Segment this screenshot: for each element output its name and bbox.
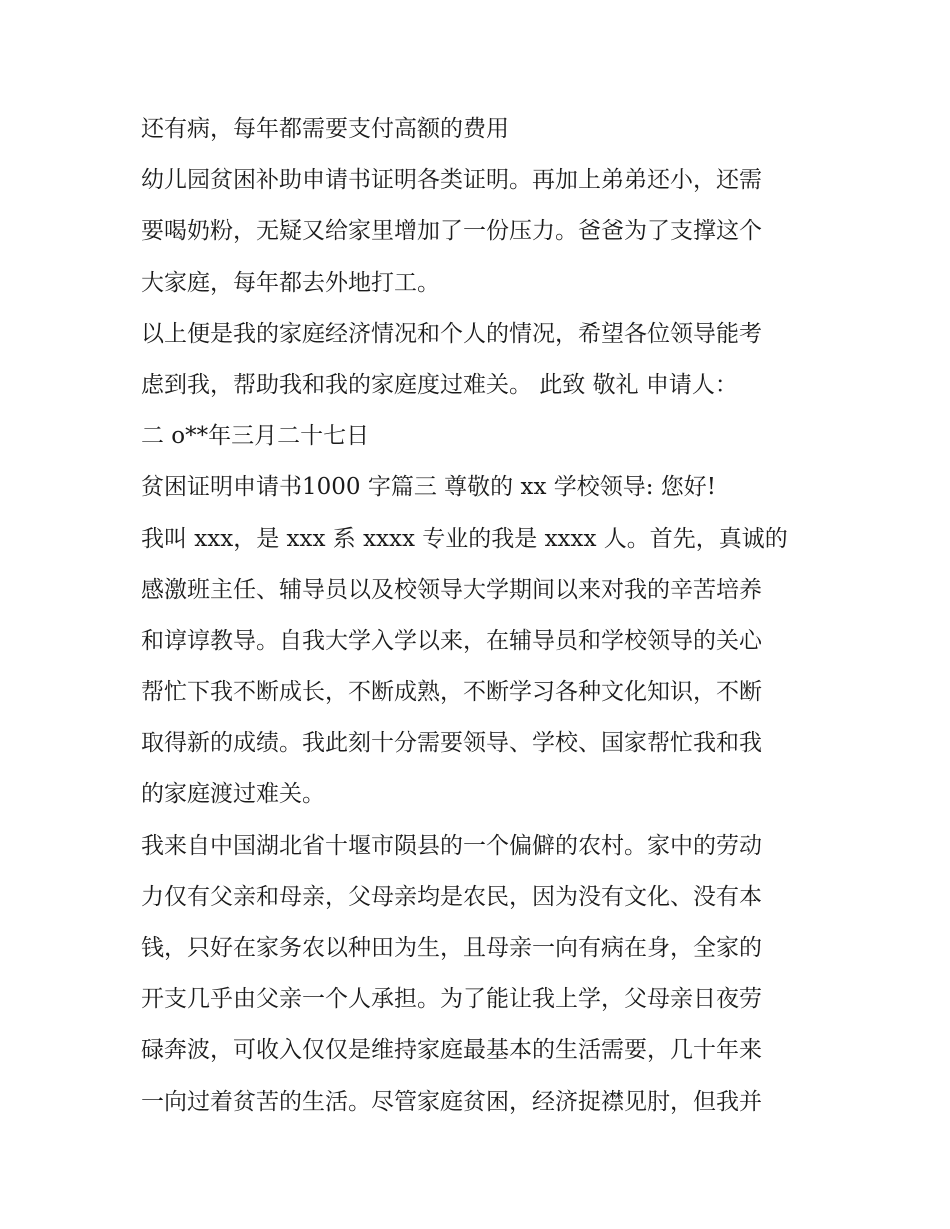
- text-line: 取得新的成绩。我此刻十分需要领导、学校、国家帮忙我和我: [141, 730, 762, 757]
- text-line: 还有病，每年都需要支付高额的费用: [141, 116, 509, 142]
- date-line: 二 o**年三月二十七日: [141, 423, 370, 450]
- text-line: 我叫 xxx，是 xxx 系 xxxx 专业的我是 xxxx 人。首先，真诚的: [141, 525, 788, 552]
- text-line: 一向过着贫苦的生活。尽管家庭贫困，经济捉襟见肘，但我并: [141, 1088, 762, 1115]
- text-line: 开支几乎由父亲一个人承担。为了能让我上学，父母亲日夜劳: [141, 986, 762, 1013]
- text-line: 幼儿园贫困补助申请书证明各类证明。再加上弟弟还小，还需: [141, 167, 762, 194]
- text-line: 我来自中国湖北省十堰市陨县的一个偏僻的农村。家中的劳动: [141, 832, 762, 859]
- section-heading: 贫困证明申请书1000 字篇三 尊敬的 xx 学校领导: 您好!: [141, 474, 717, 501]
- document-body: [141, 110, 831, 1134]
- text-line: 要喝奶粉，无疑又给家里增加了一份压力。爸爸为了支撑这个: [141, 218, 762, 245]
- text-line: 和谆谆教导。自我大学入学以来，在辅导员和学校领导的关心: [141, 627, 762, 654]
- text-line: 力仅有父亲和母亲，父母亲均是农民，因为没有文化、没有本: [141, 883, 762, 910]
- text-line: 钱，只好在家务农以种田为生，且母亲一向有病在身，全家的: [141, 935, 762, 961]
- text-line: 感激班主任、辅导员以及校领导大学期间以来对我的辛苦培养: [141, 576, 762, 603]
- text-line: 的家庭渡过难关。: [141, 781, 325, 808]
- text-line: 大家庭，每年都去外地打工。: [141, 269, 440, 296]
- text-line: 帮忙下我不断成长，不断成熟，不断学习各种文化知识，不断: [141, 679, 762, 706]
- text-line: 以上便是我的家庭经济情况和个人的情况，希望各位领导能考: [141, 320, 762, 347]
- text-line: 虑到我，帮助我和我的家庭度过难关。 此致 敬礼 申请人：: [141, 371, 738, 398]
- text-line: 碌奔波，可收入仅仅是维持家庭最基本的生活需要，几十年来: [141, 1037, 762, 1064]
